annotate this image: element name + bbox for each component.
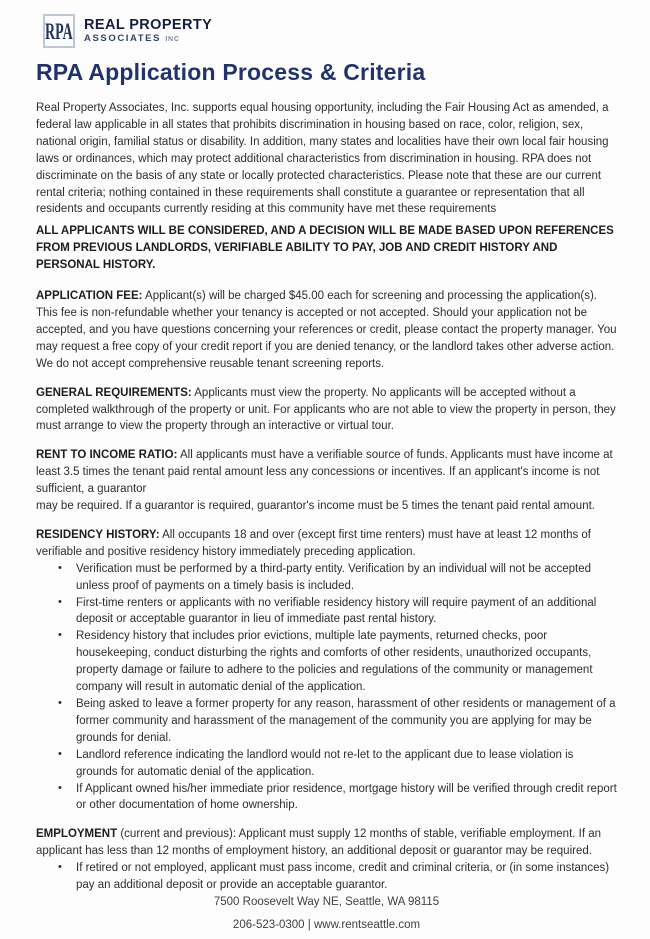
rpa-monogram: RPA	[45, 18, 73, 44]
section-text: All occupants 18 and over (except first time renters) must have at least 12 months of verifiable and positive residency history immediately preceding application.	[36, 528, 592, 558]
bullet-item: • First-time renters or applicants with no verifiable residency history will require payment of an additional deposit or acceptable guarantor in lieu of immediate past rental history.	[36, 595, 617, 629]
document-body	[36, 100, 617, 894]
intro-paragraph: Real Property Associates, Inc. supports equal housing opportunity, including the Fair Housing Act as amended, a federal law applicable in all states that prohibits discrimination in housing based on race, color, religion, sex, national origin, familial status or disability. In addition, many states and localities have their own local fair housing laws or ordinances, which may protect additional characteristics from discrimination in housing. RPA does not discriminate on the basis of any state or locally protected characteristics. Please note that these are our current rental criteria; nothing contained in these requirements shall constitute a guarantee or representation that all residents and occupants currently residing at this community have met these requirements	[36, 102, 609, 216]
section-application-fee	[36, 288, 617, 373]
footer-separator: |	[307, 918, 311, 931]
bullet-item: • If retired or not employed, applicant must pass income, credit and criminal criteria, or (in some instances) pay an additional deposit or provide an acceptable guarantor.	[36, 860, 617, 894]
company-inc-suffix: INC	[165, 35, 180, 43]
section-rent-to-income-ratio	[36, 447, 617, 515]
section-text: Applicants must view the property. No applicants will be accepted without a completed walkthrough of the property or unit. For applicants who are not able to view the property in person, they must arrange to view the property through an interactive or virtual tour.	[36, 386, 616, 433]
rpa-logo-box	[43, 14, 75, 48]
section-paragraph	[36, 288, 617, 373]
section-general-requirements	[36, 385, 617, 436]
section-label-suffix: (current and previous):	[120, 828, 237, 841]
bullet-item: • If Applicant owned his/her immediate prior residence, mortgage history will be verified through credit report or other documentation of home ownership.	[36, 781, 617, 815]
section-label: EMPLOYMENT	[36, 828, 118, 841]
section-residency-history	[36, 527, 617, 814]
section-paragraph	[36, 826, 617, 860]
page-title: RPA Application Process & Criteria	[36, 59, 426, 85]
section-paragraph	[36, 527, 617, 561]
company-subname	[84, 33, 212, 45]
section-employment	[36, 826, 617, 894]
section-paragraph	[36, 447, 617, 515]
bullet-item: • Being asked to leave a former property for any reason, harassment of other residents or management of a former community and harassment of the management of the community you are applying for may be grounds for denial.	[36, 696, 617, 747]
footer-website: www.rentseattle.com	[313, 918, 421, 931]
footer-address: 7500 Roosevelt Way NE, Seattle, WA 98115	[213, 895, 440, 908]
section-text: All applicants must have a verifiable source of funds. Applicants must have income at least 3.5 times the tenant paid rental amount less any concessions or incentives. If an applicant's income is not sufficient, a guarantor	[36, 449, 613, 496]
company-name: REAL PROPERTY	[84, 16, 213, 33]
section-text-line2: may be required. If a guarantor is required, guarantor's income must be 5 times the tenant paid rental amount.	[36, 500, 595, 513]
section-label: RENT TO INCOME RATIO:	[36, 449, 178, 462]
section-paragraph	[36, 385, 617, 436]
document-footer	[36, 894, 617, 939]
section-text: Applicant must supply 12 months of stable, verifiable employment. If an applicant has less than 12 months of employment history, an additional deposit or guarantor may be required.	[36, 828, 602, 858]
company-subname-text: ASSOCIATES	[84, 32, 162, 44]
bullet-item: • Verification must be performed by a third-party entity. Verification by an individual will not be accepted unless proof of payments on a timely basis is included.	[36, 561, 617, 595]
footer-phone: 206-523-0300	[232, 918, 305, 931]
bullet-item: • Residency history that includes prior evictions, multiple late payments, returned checks, poor housekeeping, conduct disturbing the rights and comforts of other residents, unauthorized occupants, property damage or failure to adhere to the policies and regulations of the community or management company will result in automatic denial of the application.	[36, 628, 617, 696]
notice-paragraph: ALL APPLICANTS WILL BE CONSIDERED, AND A DECISION WILL BE MADE BASED UPON REFERENCES FROM PREVIOUS LANDLORDS, VERIFIABLE ABILITY TO PAY, JOB AND CREDIT HISTORY AND PERSONAL HISTORY.	[36, 225, 614, 272]
section-label: GENERAL REQUIREMENTS:	[36, 386, 192, 399]
section-text: Applicant(s) will be charged $45.00 each for screening and processing the application(s). This fee is non-refundable whether your tenancy is accepted or not accepted. Should your application not be accepted, and you have questions concerning your references or credit, please contact the property manager. You may request a free copy of your credit report if you are denied tenancy, or the landlord takes other adverse action. We do not accept comprehensive reusable tenant screening reports.	[36, 290, 617, 370]
bullet-item: • Landlord reference indicating the landlord would not re-let to the applicant due to lease violation is grounds for automatic denial of the application.	[36, 747, 617, 781]
section-label: APPLICATION FEE:	[36, 290, 143, 303]
footer-contact	[36, 917, 617, 933]
letterhead	[36, 12, 617, 86]
rpa-logo-text	[84, 18, 212, 45]
employment-bullets	[36, 860, 617, 894]
section-label: RESIDENCY HISTORY:	[36, 528, 160, 541]
residency-history-bullets	[36, 561, 617, 815]
rpa-logo	[43, 12, 617, 50]
